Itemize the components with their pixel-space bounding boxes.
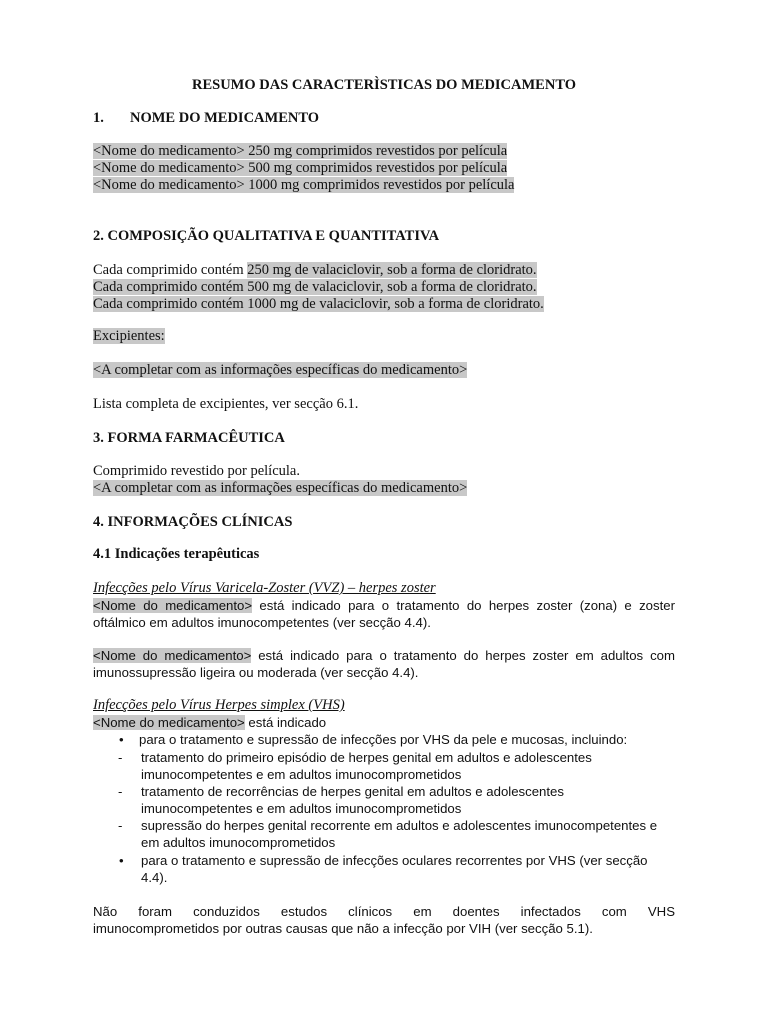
bullet-item-ocular-line-1: para o tratamento e supressão de infecções oculares recorrentes por VHS (ver secção xyxy=(141,853,648,868)
document-title: RESUMO DAS CARACTERÌSTICAS DO MEDICAMENTO xyxy=(191,77,577,93)
composition-line-1000: Cada comprimido contém 1000 mg de valaciclovir, sob a forma de cloridrato. xyxy=(93,296,544,312)
excipients-reference: Lista completa de excipientes, ver secção 6.1. xyxy=(93,396,359,412)
product-name-500: <Nome do medicamento> 500 mg comprimidos revestidos por película xyxy=(93,160,508,176)
final-paragraph-line-1: Não foram conduzidos estudos clínicos em doentes infectados com VHS xyxy=(93,904,675,919)
bullet-icon: • xyxy=(119,732,124,747)
bullet-icon: • xyxy=(119,853,124,868)
dash-item-suppression-line-2: em adultos imunocomprometidos xyxy=(141,835,336,850)
section-1-heading: NOME DO MEDICAMENTO xyxy=(130,110,320,126)
product-name-250: <Nome do medicamento> 250 mg comprimidos revestidos por película xyxy=(93,143,508,159)
pharmaceutical-form: Comprimido revestido por película. xyxy=(93,463,300,479)
dash-item-first-episode-line-1: tratamento do primeiro episódio de herpes genital em adultos e adolescentes xyxy=(141,750,592,765)
excipients-label: Excipientes: xyxy=(93,328,165,344)
bullet-item-skin-mucosa: para o tratamento e supressão de infecções por VHS da pele e mucosas, incluindo: xyxy=(139,732,628,747)
form-placeholder: <A completar com as informações específicas do medicamento> xyxy=(93,480,468,496)
vhs-subtitle: Infecções pelo Vírus Herpes simplex (VHS) xyxy=(93,697,345,713)
section-4-1-heading: 4.1 Indicações terapêuticas xyxy=(93,546,260,562)
section-4-heading: 4. INFORMAÇÕES CLÍNICAS xyxy=(93,514,293,530)
excipients-placeholder: <A completar com as informações específicas do medicamento> xyxy=(93,362,468,378)
vvz-paragraph-line-1: <Nome do medicamento> está indicado para o tratamento do herpes zoster (zona) e zoster xyxy=(93,598,675,613)
dash-item-suppression-line-1: supressão do herpes genital recorrente em adultos e adolescentes imunocompetentes e xyxy=(141,818,658,833)
dash-icon: - xyxy=(118,818,123,833)
section-3-heading: 3. FORMA FARMACÊUTICA xyxy=(93,430,285,446)
vvz-subtitle: Infecções pelo Vírus Varicela-Zoster (VVZ) – herpes zoster xyxy=(93,580,436,596)
vhs-intro: <Nome do medicamento> está indicado xyxy=(93,715,327,730)
immuno-paragraph-line-2: imunossupressão ligeira ou moderada (ver secção 4.4). xyxy=(93,665,419,680)
immuno-paragraph-line-1: <Nome do medicamento> está indicado para o tratamento do herpes zoster em adultos com xyxy=(93,648,675,663)
section-2-heading: 2. COMPOSIÇÃO QUALITATIVA E QUANTITATIVA xyxy=(93,228,440,244)
final-paragraph-line-2: imunocomprometidos por outras causas que não a infecção por VIH (ver secção 5.1). xyxy=(93,921,593,936)
composition-line-250: Cada comprimido contém 250 mg de valaciclovir, sob a forma de cloridrato. xyxy=(93,262,537,278)
composition-line-500: Cada comprimido contém 500 mg de valaciclovir, sob a forma de cloridrato. xyxy=(93,279,537,295)
dash-icon: - xyxy=(118,750,123,765)
dash-item-first-episode-line-2: imunocompetentes e em adultos imunocomprometidos xyxy=(141,767,462,782)
vvz-paragraph-line-2: oftálmico em adultos imunocompetentes (ver secção 4.4). xyxy=(93,615,431,630)
dash-item-recurrences-line-1: tratamento de recorrências de herpes genital em adultos e adolescentes xyxy=(141,784,564,799)
dash-icon: - xyxy=(118,784,123,799)
dash-item-recurrences-line-2: imunocompetentes e em adultos imunocomprometidos xyxy=(141,801,462,816)
bullet-item-ocular-line-2: 4.4). xyxy=(141,870,168,885)
product-name-1000: <Nome do medicamento> 1000 mg comprimidos revestidos por película xyxy=(93,177,515,193)
section-1-number: 1. xyxy=(93,110,104,126)
